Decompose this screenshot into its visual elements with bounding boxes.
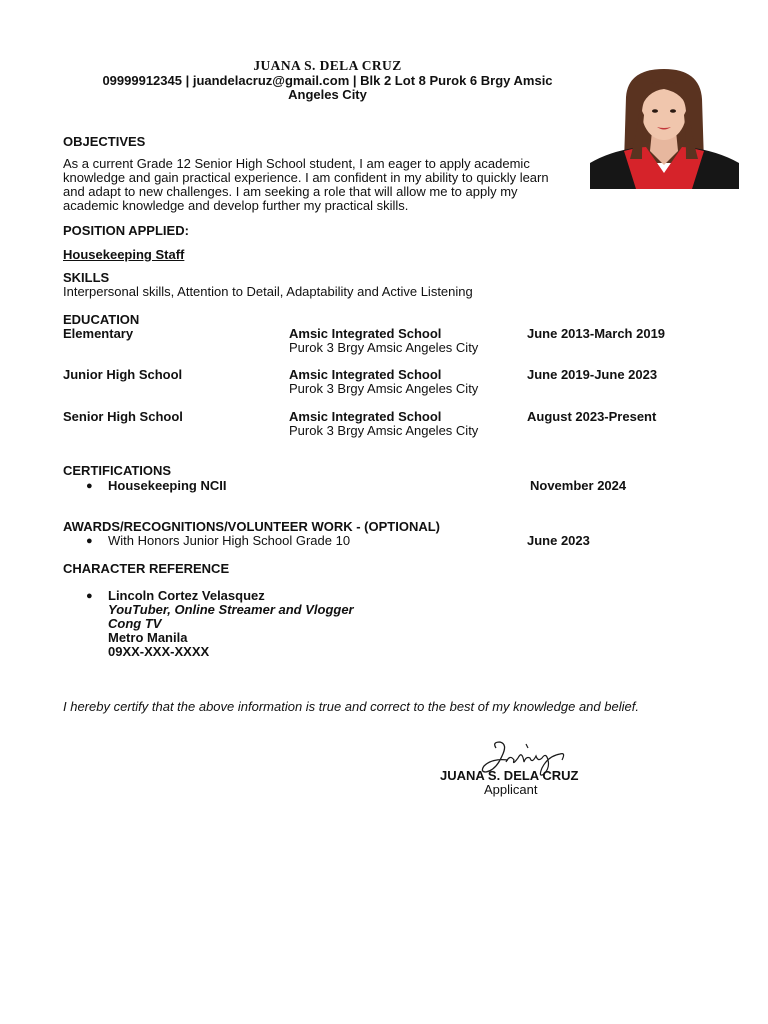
- education-dates: June 2013-March 2019: [527, 326, 666, 341]
- position-heading: POSITION APPLIED:: [63, 223, 189, 238]
- objectives-text: As a current Grade 12 Senior High School student, I am eager to apply academic knowledge and gain practical experience. I am confident in my ability to quickly learn and adapt to new challenges. I am seeking a role that will allow me to apply my academic knowledge and develop further my practical skills.: [63, 156, 549, 213]
- education-heading: EDUCATION: [63, 312, 140, 327]
- education-school: Amsic Integrated School: [289, 367, 442, 382]
- education-level: Junior High School: [63, 367, 183, 382]
- skills-text: Interpersonal skills, Attention to Detail, Adaptability and Active Listening: [63, 284, 473, 299]
- awards-heading: AWARDS/RECOGNITIONS/VOLUNTEER WORK - (OPTIONAL): [63, 519, 440, 534]
- bullet-icon: ●: [86, 535, 93, 547]
- objectives-heading: OBJECTIVES: [63, 134, 146, 149]
- reference-name: Lincoln Cortez Velasquez: [108, 588, 265, 603]
- signature-name: JUANA S. DELA CRUZ: [440, 768, 579, 783]
- award-name: With Honors Junior High School Grade 10: [108, 533, 351, 548]
- reference-phone: 09XX-XXX-XXXX: [108, 644, 210, 659]
- bullet-icon: ●: [86, 480, 93, 492]
- contact-line: 09999912345 | juandelacruz@gmail.com | Blk 2 Lot 8 Purok 6 Brgy Amsic: [102, 73, 553, 88]
- education-school: Amsic Integrated School: [289, 409, 442, 424]
- applicant-name: JUANA S. DELA CRUZ: [253, 58, 402, 73]
- education-dates: June 2019-June 2023: [527, 367, 658, 382]
- contact-line-city: Angeles City: [288, 87, 367, 102]
- education-school: Amsic Integrated School: [289, 326, 442, 341]
- bullet-icon: ●: [86, 590, 93, 602]
- reference-location: Metro Manila: [108, 630, 188, 645]
- education-level: Senior High School: [63, 409, 183, 424]
- award-date: June 2023: [527, 533, 590, 548]
- education-address: Purok 3 Brgy Amsic Angeles City: [289, 340, 479, 355]
- education-dates: August 2023-Present: [527, 409, 657, 424]
- reference-title: YouTuber, Online Streamer and Vlogger: [108, 602, 354, 617]
- certification-date: November 2024: [530, 478, 627, 493]
- certification-statement: I hereby certify that the above information is true and correct to the best of my knowledge and belief.: [63, 699, 639, 714]
- education-address: Purok 3 Brgy Amsic Angeles City: [289, 381, 479, 396]
- education-level: Elementary: [63, 326, 134, 341]
- education-address: Purok 3 Brgy Amsic Angeles City: [289, 423, 479, 438]
- signature-role: Applicant: [484, 782, 538, 797]
- applicant-photo-illustration: [590, 67, 739, 189]
- reference-heading: CHARACTER REFERENCE: [63, 561, 230, 576]
- applicant-photo: [590, 67, 739, 189]
- certification-name: Housekeeping NCII: [108, 478, 227, 493]
- reference-org: Cong TV: [108, 616, 162, 631]
- certifications-heading: CERTIFICATIONS: [63, 463, 172, 478]
- skills-heading: SKILLS: [63, 270, 110, 285]
- position-value: Housekeeping Staff: [63, 247, 185, 262]
